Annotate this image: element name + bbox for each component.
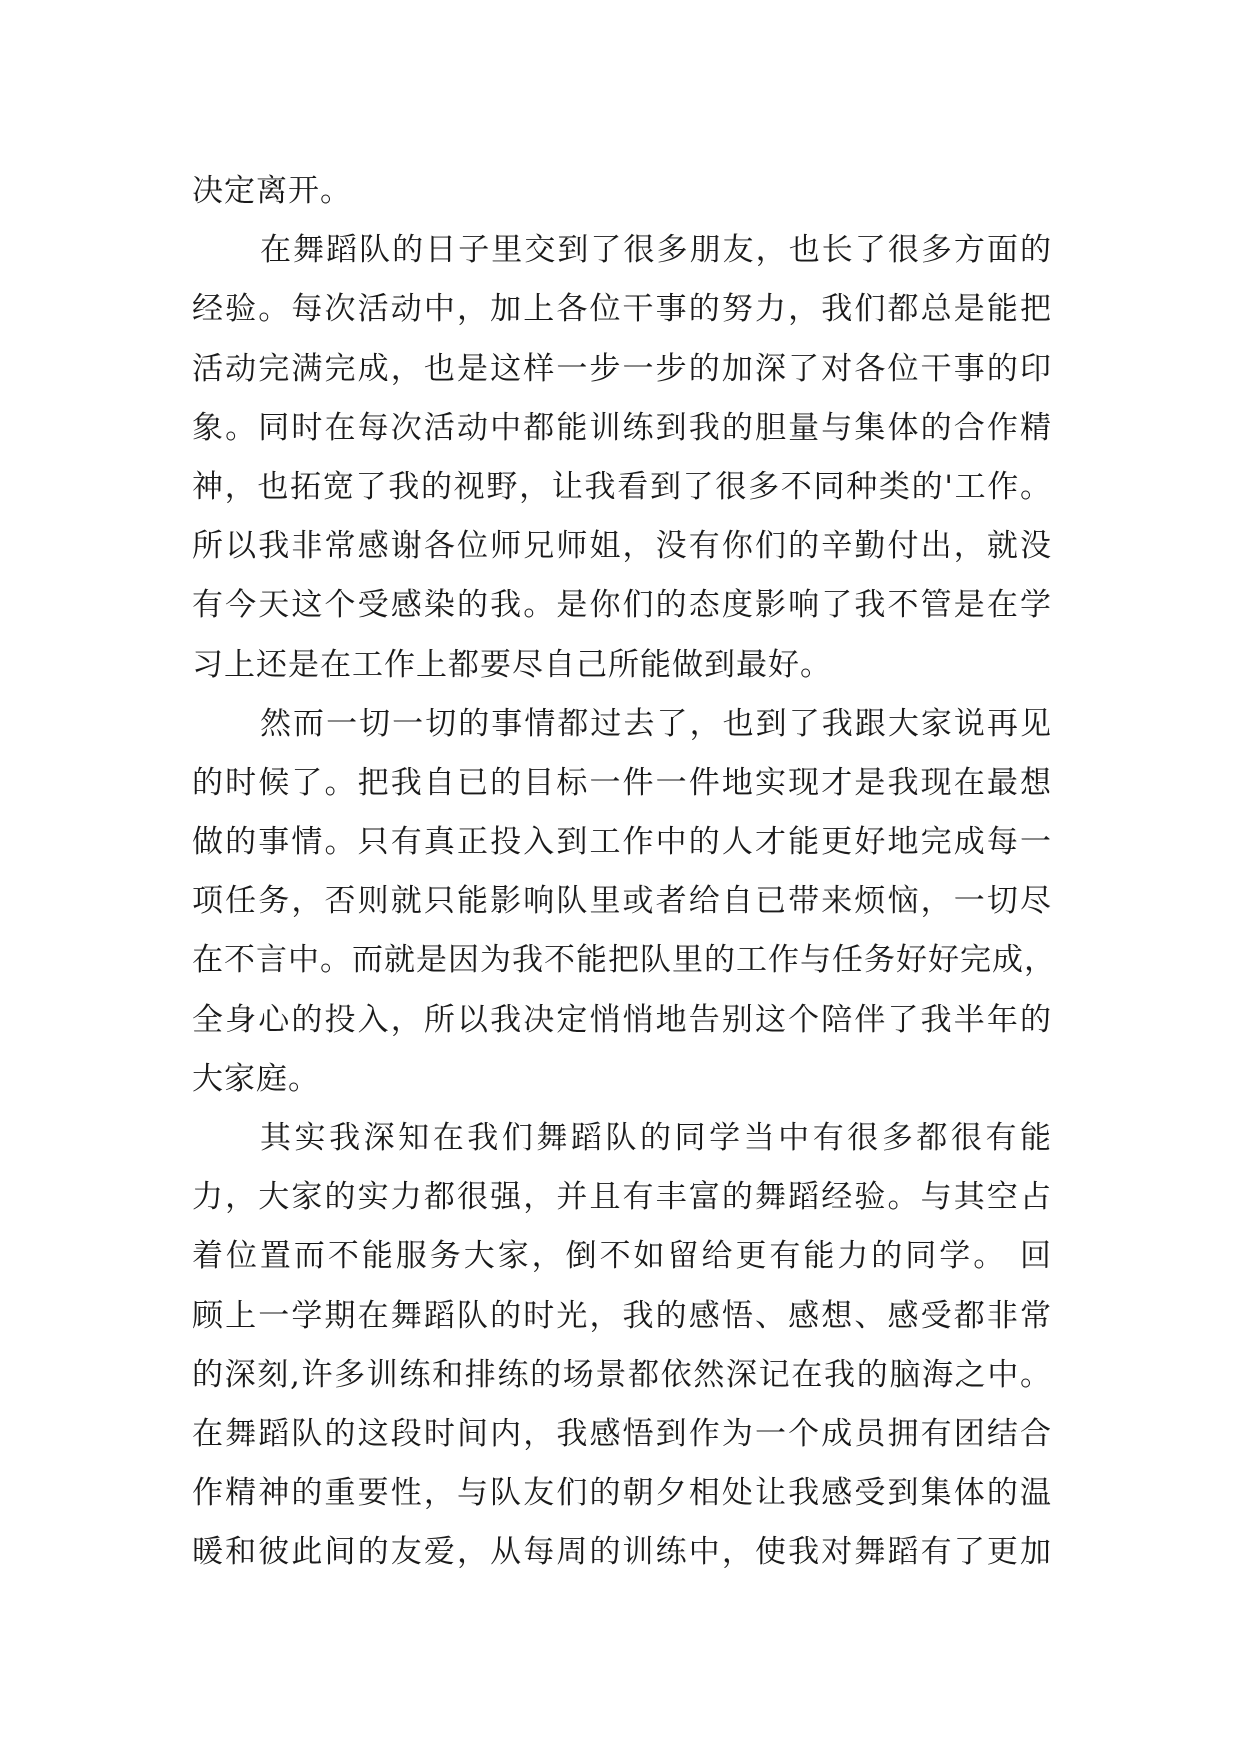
text-line: 神，也拓宽了我的视野，让我看到了很多不同种类的'工作。 [192, 468, 1052, 505]
paragraph-first-line: 然而一切一切的事情都过去了，也到了我跟大家说再见 [260, 705, 1052, 742]
text-line: 全身心的投入，所以我决定悄悄地告别这个陪伴了我半年的 [192, 1001, 1052, 1038]
text-line: 力，大家的实力都很强，并且有丰富的舞蹈经验。与其空占 [192, 1179, 1052, 1216]
text-line: 活动完满完成，也是这样一步一步的加深了对各位干事的印 [192, 350, 1052, 387]
body-text [192, 162, 1056, 1583]
text-line: 大家庭。 [192, 1060, 320, 1097]
text-line: 象。同时在每次活动中都能训练到我的胆量与集体的合作精 [192, 409, 1052, 446]
text-line: 决定离开。 [192, 173, 352, 209]
paragraph-first-line: 其实我深知在我们舞蹈队的同学当中有很多都很有能 [260, 1120, 1052, 1156]
text-line: 项任务，否则就只能影响队里或者给自已带来烦恼，一切尽 [192, 883, 1052, 920]
paragraph-first-line: 在舞蹈队的日子里交到了很多朋友，也长了很多方面的 [260, 232, 1052, 269]
text-line: 顾上一学期在舞蹈队的时光，我的感悟、感想、感受都非常 [192, 1297, 1052, 1334]
text-line: 的时候了。把我自已的目标一件一件地实现才是我现在最想 [192, 764, 1052, 801]
text-line: 在不言中。而就是因为我不能把队里的工作与任务好好完成， [192, 942, 1056, 979]
text-line: 经验。每次活动中，加上各位干事的努力，我们都总是能把 [192, 291, 1052, 328]
text-line: 暖和彼此间的友爱，从每周的训练中，使我对舞蹈有了更加 [192, 1534, 1052, 1571]
text-line: 习上还是在工作上都要尽自己所能做到最好。 [192, 646, 832, 683]
text-line: 在舞蹈队的这段时间内，我感悟到作为一个成员拥有团结合 [192, 1415, 1052, 1452]
text-line: 做的事情。只有真正投入到工作中的人才能更好地完成每一 [192, 824, 1052, 861]
text-line: 着位置而不能服务大家，倒不如留给更有能力的同学。 回 [192, 1238, 1052, 1275]
text-line: 的深刻,许多训练和排练的场景都依然深记在我的脑海之中。 [192, 1356, 1052, 1393]
text-line: 有今天这个受感染的我。是你们的态度影响了我不管是在学 [192, 587, 1052, 624]
text-line: 作精神的重要性，与队友们的朝夕相处让我感受到集体的温 [192, 1475, 1052, 1512]
text-line: 所以我非常感谢各位师兄师姐，没有你们的辛勤付出，就没 [192, 528, 1052, 565]
